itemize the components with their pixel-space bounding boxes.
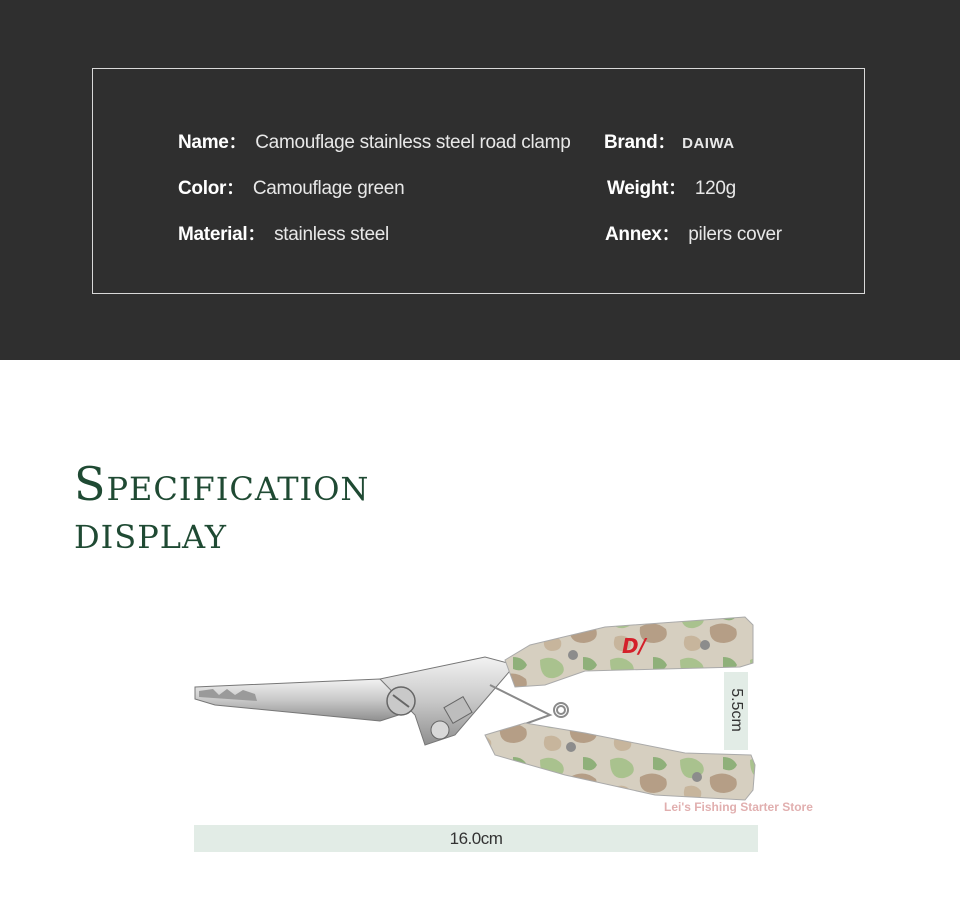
length-measure-label: 16.0cm [449, 829, 503, 848]
daiwa-logo-icon: D/ [622, 634, 646, 658]
spec-material-value: stainless steel [274, 224, 389, 245]
spec-material-key: Material： [178, 224, 267, 245]
spec-color-row [178, 173, 404, 200]
spec-weight-row [607, 173, 736, 200]
section-title-line1: Specification [74, 457, 370, 511]
spec-annex-row [605, 219, 782, 246]
section-title [74, 457, 370, 559]
spec-annex-value: pilers cover [688, 224, 782, 245]
spec-brand-row [604, 127, 735, 154]
spec-panel [0, 0, 960, 360]
spec-name-key: Name： [178, 132, 248, 153]
spec-weight-value: 120g [694, 178, 736, 199]
spec-brand-value: DAIWA [682, 135, 735, 152]
pliers-image [185, 605, 765, 820]
spec-color-key: Color： [178, 178, 245, 199]
section-title-line2: display [74, 505, 227, 559]
width-measure-label: 5.5cm [728, 688, 745, 732]
store-watermark: Lei's Fishing Starter Store [664, 800, 813, 814]
spec-name-row [178, 127, 570, 154]
length-measure-bar [194, 825, 758, 852]
spec-color-value: Camouflage green [252, 178, 405, 199]
spec-material-row [178, 219, 389, 246]
spec-weight-key: Weight： [607, 178, 687, 199]
spec-brand-key: Brand： [604, 132, 677, 153]
spec-annex-key: Annex： [605, 224, 681, 245]
spec-name-value: Camouflage stainless steel road clamp [255, 132, 571, 153]
